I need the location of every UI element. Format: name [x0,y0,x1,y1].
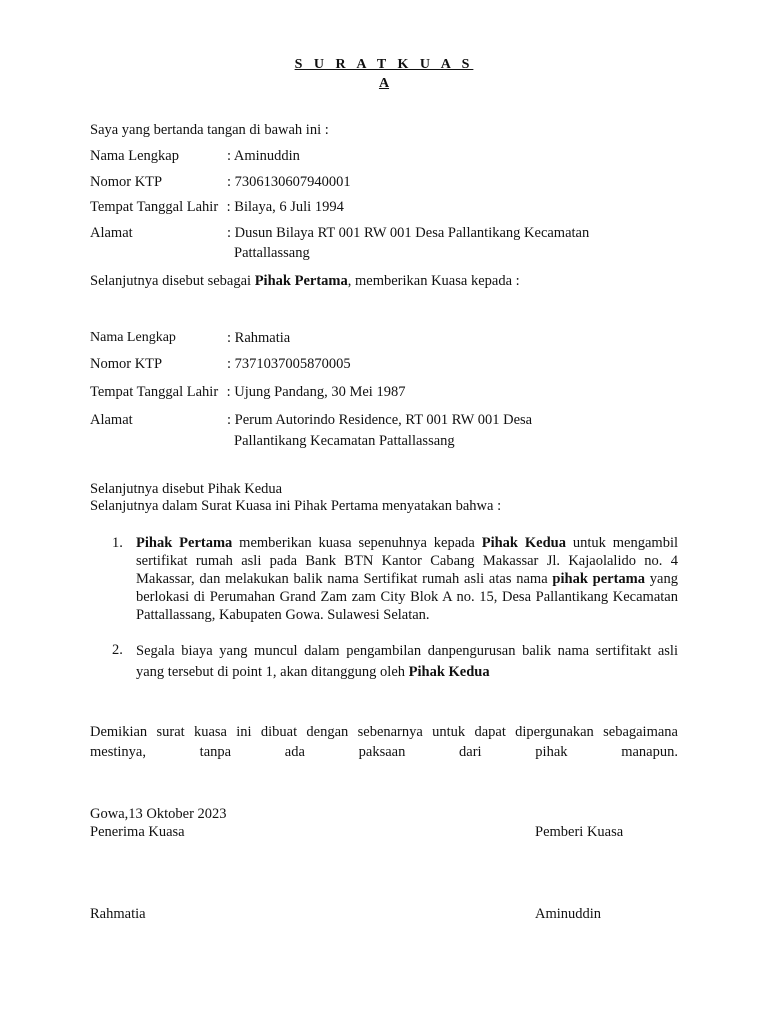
list-item-number: 1. [112,535,123,551]
bold-term: Pihak Pertama [136,535,233,551]
list-item-number: 2. [112,642,123,658]
recipient-label: Penerima Kuasa [90,824,185,840]
document-title: S U R A T K U A S [294,57,474,72]
first-party-statement-pre: Selanjutnya disebut sebagai [90,273,255,289]
first-party-name-value: : Aminuddin [227,148,300,164]
first-party-statement-post: , memberikan Kuasa kepada : [347,273,520,289]
second-party-birth-value: : Ujung Pandang, 30 Mei 1987 [223,384,406,400]
first-party-statement [90,272,520,290]
second-party-birth-label: Tempat Tanggal Lahir [90,384,219,400]
recipient-name: Rahmatia [90,906,146,922]
text-run: Segala biaya yang muncul dalam pengambilan danpengurusan balik nama sertifitakt asli yang tersebut di point 1, akan ditanggung oleh [136,643,678,680]
list-item-text [136,641,678,683]
text-run: yang berlokasi di Perumahan Grand Zam zam City Blok A no. 15, Desa Pallantikang Kecamatan Pattallassang, Kabupaten Gowa. Sulawesi Selatan. [136,571,678,623]
grantor-label: Pemberi Kuasa [535,824,624,840]
second-party-statement: Selanjutnya disebut Pihak Kedua [90,481,283,497]
first-party-birth-value: : Bilaya, 6 Juli 1994 [223,199,344,215]
first-party-address-line2: Pattallassang [234,245,310,261]
intro-text: Saya yang bertanda tangan di bawah ini : [90,122,329,138]
first-party-statement-bold: Pihak Pertama [254,273,348,289]
place-date: Gowa,13 Oktober 2023 [90,806,227,822]
second-party-address-line1: : Perum Autorindo Residence, RT 001 RW 001 Desa [227,412,533,428]
first-party-name-label: Nama Lengkap [90,148,179,164]
list-item-text [136,534,678,624]
grantor-name: Aminuddin [535,906,602,922]
bold-term: pihak pertama [552,571,646,587]
second-party-ktp-label: Nomor KTP [90,356,163,372]
bold-term: Pihak Kedua [408,664,490,680]
first-party-address-label: Alamat [90,225,133,241]
second-party-ktp-value: : 7371037005870005 [227,356,351,372]
second-party-name-value: : Rahmatia [227,330,291,346]
text-run: untuk mengambil sertifikat rumah asli pada Bank BTN Kantor Cabang Makassar Jl. Kajaolalido no. 4 Makassar, dan melakukan balik nama Sertifikat rumah asli atas nama [136,535,679,587]
second-party-name-label: Nama Lengkap [90,330,176,345]
bold-term: Pihak Kedua [481,535,566,551]
document-title-continuation: A [378,76,390,91]
second-party-address-line2: Pallantikang Kecamatan Pattallassang [234,433,455,449]
first-party-ktp-value: : 7306130607940001 [227,174,351,190]
first-party-birth-label: Tempat Tanggal Lahir [90,199,219,215]
first-party-ktp-label: Nomor KTP [90,174,163,190]
declaration-text: Selanjutnya dalam Surat Kuasa ini Pihak Pertama menyatakan bahwa : [90,498,502,514]
text-run: memberikan kuasa sepenuhnya kepada [232,535,482,551]
first-party-address-line1: : Dusun Bilaya RT 001 RW 001 Desa Pallantikang Kecamatan [227,225,590,241]
second-party-address-label: Alamat [90,412,133,428]
closing-paragraph: Demikian surat kuasa ini dibuat dengan sebenarnya untuk dapat dipergunakan sebagaimana mestinya, tanpa ada paksaan dari pihak manapun. [90,724,678,760]
